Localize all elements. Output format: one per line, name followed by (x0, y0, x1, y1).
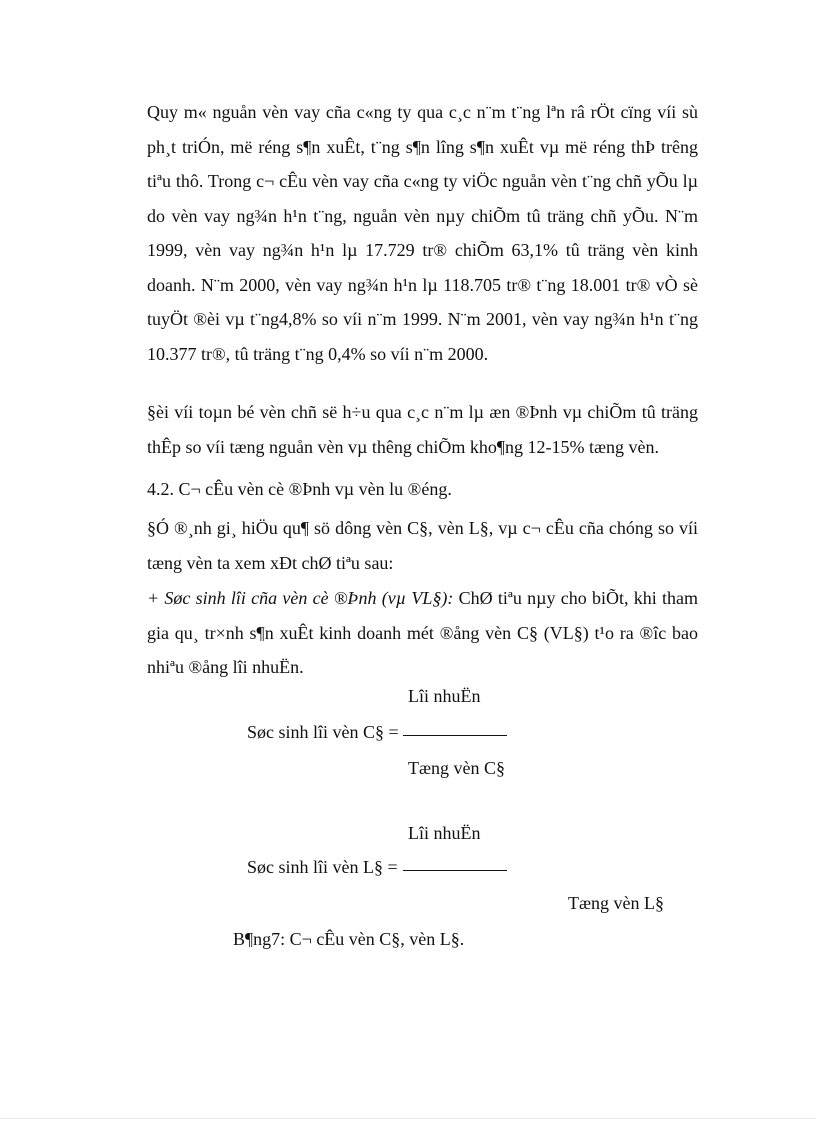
formula-1-fraction-bar (403, 735, 507, 736)
paragraph-owner-equity (147, 395, 698, 464)
formula-2-fraction-bar (403, 870, 507, 871)
paragraph-evaluation (147, 511, 698, 580)
profitability-definition: ChØ tiªu nµy cho biÕt, khi tham gia qu¸ tr×nh s¶n xuÊt kinh doanh mét ®ång vèn C§ (VL§) t¹o ra ®îc bao nhiªu ®ång lîi nhuËn. (147, 588, 698, 677)
paragraph-capital-structure (147, 95, 698, 371)
formula-2-denominator: Tæng vèn L§ (568, 893, 664, 913)
paragraph-3-text: §Ó ®¸nh gi¸ hiÖu qu¶ sö dông vèn C§, vèn L§, vµ c¬ cÊu cña chóng so víi tæng vèn ta xem xÐt chØ tiªu sau: (147, 518, 698, 573)
page-bottom-edge (0, 1118, 816, 1119)
formula-1-denominator: Tæng vèn C§ (408, 758, 505, 778)
table-caption: B¶ng7: C¬ cÊu vèn C§, vèn L§. (233, 929, 465, 949)
formula-1-numerator: Lîi nhuËn (408, 686, 481, 706)
paragraph-profitability (147, 581, 698, 685)
profitability-term: + Søc sinh lîi cña vèn cè ®Þnh (vµ VL§): (147, 588, 454, 608)
paragraph-1-text: Quy m« nguån vèn vay cña c«ng ty qua c¸c n¨m t¨ng lªn râ rÖt cïng víi sù ph¸t triÓn, më réng s¶n xuÊt, t¨ng s¶n lîng s¶n xuÊt vµ më réng thÞ trêng tiªu thô. Trong c¬ cÊu vèn vay cña c«ng ty viÖc nguån vèn t¨ng chñ yÕu lµ do vèn vay ng¾n h¹n t¨ng, nguån vèn nµy chiÕm tû träng chñ yÕu. N¨m 1999, vèn vay ng¾n h¹n lµ 17.729 tr® chiÕm 63,1% tû träng vèn kinh doanh. N¨m 2000, vèn vay ng¾n h¹n lµ 118.705 tr® t¨ng 18.001 tr® vÒ sè tuyÖt ®èi vµ t¨ng4,8% so víi n¨m 1999. N¨m 2001, vèn vay ng¾n h¹n t¨ng 10.377 tr®, tû träng t¨ng 0,4% so víi n¨m 2000. (147, 102, 698, 364)
paragraph-2-text: §èi víi toµn bé vèn chñ së h÷u qua c¸c n¨m lµ æn ®Þnh vµ chiÕm tû träng thÊp so víi tæng nguån vèn vµ thêng chiÕm kho¶ng 12-15% tæng vèn. (147, 402, 698, 457)
formula-2-numerator: Lîi nhuËn (408, 823, 481, 843)
formula-1-lhs: Søc sinh lîi vèn C§ = (247, 722, 399, 742)
formula-2-lhs: Søc sinh lîi vèn L§ = (247, 857, 398, 877)
section-heading: 4.2. C¬ cÊu vèn cè ®Þnh vµ vèn lu ®éng. (147, 479, 452, 499)
